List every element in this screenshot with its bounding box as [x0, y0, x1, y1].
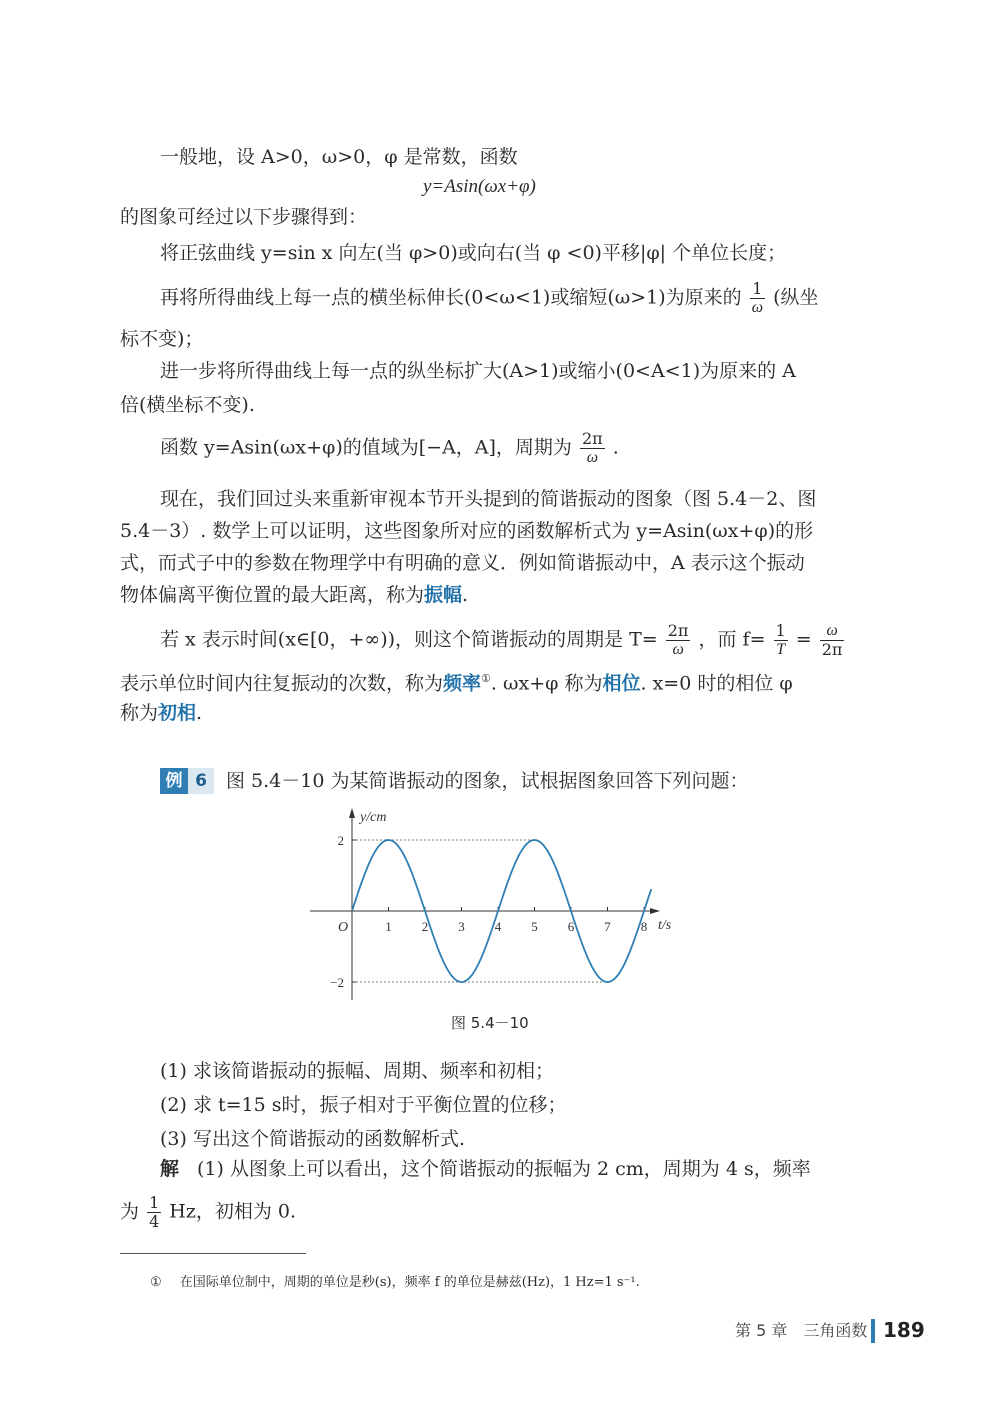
term-frequency: 频率 — [443, 672, 482, 695]
example-label: 例 — [160, 768, 188, 794]
y-axis-arrow — [349, 808, 355, 818]
fraction: $\frac{2\pi}{\omega}$ — [581, 429, 603, 466]
text-segment: . x=0 时的相位 φ — [640, 672, 793, 695]
x-axis-arrow — [650, 908, 660, 914]
footnote-marker: ① — [481, 672, 491, 685]
origin-label: O — [338, 920, 349, 935]
footnote-marker: ① — [150, 1275, 162, 1290]
text-segment: 称为 — [120, 702, 159, 724]
text-line: 现在，我们回过头来重新审视本节开头提到的简谐振动的图象（图 5.4－2、图 — [160, 488, 817, 510]
footnote-text: 在国际单位制中，周期的单位是秒(s)，频率 f 的单位是赫兹(Hz)，1 Hz=1 s⁻¹. — [179, 1275, 640, 1290]
text-line: 进一步将所得曲线上每一点的纵坐标扩大(A>1)或缩小(0<A<1)为原来的 A — [160, 360, 796, 382]
x-axis-label: t/s — [658, 918, 672, 933]
x-tick-label: 2 — [421, 919, 429, 934]
footnote — [150, 1273, 640, 1293]
text-segment: 若 x 表示时间(x∈[0，+∞))，则这个简谐振动的周期是 T= — [160, 628, 658, 651]
text-segment: 为 — [120, 1200, 140, 1223]
question-2: (2) 求 t=15 s时，振子相对于平衡位置的位移； — [160, 1094, 567, 1116]
text-segment: = — [795, 628, 812, 651]
text-segment: (1) 从图象上可以看出，这个简谐振动的振幅为 2 cm，周期为 4 s，频率 — [197, 1158, 811, 1180]
fraction: $\frac{1}{4}$ — [149, 1193, 160, 1231]
x-tick-label: 5 — [531, 919, 538, 934]
example-number: 6 — [188, 768, 214, 794]
term-phase: 相位 — [602, 672, 641, 695]
text-line — [160, 280, 818, 317]
page-number: 189 — [883, 1318, 925, 1342]
x-tick-label: 3 — [458, 919, 465, 934]
y-axis-label: y/cm — [360, 810, 387, 825]
figure-caption: 图 5.4－10 — [451, 1014, 529, 1032]
text-line — [160, 430, 619, 467]
solution-label: 解 — [160, 1158, 180, 1180]
footnote-divider — [120, 1253, 306, 1254]
question-3: (3) 写出这个简谐振动的函数解析式. — [160, 1128, 465, 1150]
text-segment: . — [612, 436, 619, 459]
text-line: 5.4－3）. 数学上可以证明，这些图象所对应的函数解析式为 y=Asin(ωx+φ)的形 — [120, 520, 814, 542]
chapter-title: 第 5 章 三角函数 — [735, 1321, 868, 1340]
y-tick-label: 2 — [337, 833, 344, 848]
text-segment: 表示单位时间内往复振动的次数，称为 — [120, 672, 444, 695]
fraction: $\frac{1}{T}$ — [775, 621, 786, 658]
text-line — [160, 622, 846, 659]
example-text: 图 5.4－10 为某简谐振动的图象，试根据图象回答下列问题： — [226, 770, 749, 792]
text-segment: . — [462, 584, 469, 606]
formula-line: y=Asin(ωx+φ) — [423, 176, 536, 197]
y-tick-label: −2 — [330, 975, 344, 990]
x-tick-label: 4 — [494, 919, 502, 934]
text-segment: . — [196, 702, 203, 724]
fraction: $\frac{\omega}{2\pi}$ — [821, 622, 843, 659]
text-line: 将正弦曲线 y=sin x 向左(当 φ>0)或向右(当 φ <0)平移|φ| 个单位长度； — [160, 242, 787, 264]
text-line: 一般地，设 A>0，ω>0，φ 是常数，函数 — [160, 146, 518, 168]
text-line — [120, 580, 468, 610]
question-1: (1) 求该简谐振动的振幅、周期、频率和初相； — [160, 1060, 554, 1082]
text-line — [120, 664, 793, 698]
x-tick-label: 1 — [385, 919, 392, 934]
text-line: 的图象可经过以下步骤得到： — [120, 206, 368, 228]
solution-line — [160, 1154, 811, 1184]
text-line: 倍(横坐标不变). — [120, 394, 255, 416]
text-segment: 再将所得曲线上每一点的横坐标伸长(0<ω<1)或缩短(ω>1)为原来的 — [160, 286, 742, 309]
x-tick-label: 6 — [567, 919, 575, 934]
fraction: $\frac{2\pi}{\omega}$ — [667, 621, 689, 658]
text-segment: 函数 y=Asin(ωx+φ)的值域为[−A，A]，周期为 — [160, 436, 572, 459]
x-tick-label: 7 — [604, 919, 611, 934]
text-line — [120, 698, 202, 728]
text-line: 标不变)； — [120, 328, 204, 350]
solution-line — [120, 1194, 296, 1231]
text-segment: ，而 f= — [698, 628, 766, 651]
text-segment: . ωx+φ 称为 — [490, 672, 603, 695]
text-line: 式，而式子中的参数在物理学中有明确的意义．例如简谐振动中，A 表示这个振动 — [120, 552, 805, 574]
x-tick-label: 8 — [640, 919, 648, 934]
text-segment: Hz，初相为 0. — [169, 1200, 297, 1223]
term-amplitude: 振幅 — [424, 584, 463, 606]
sine-chart — [300, 805, 700, 1005]
text-segment: 物体偏离平衡位置的最大距离，称为 — [120, 584, 425, 606]
example-badge — [160, 768, 214, 794]
footer-accent-bar — [871, 1319, 875, 1343]
fraction: $\frac{1}{\omega}$ — [751, 279, 764, 316]
term-initial-phase: 初相 — [158, 702, 197, 724]
text-segment: (纵坐 — [773, 286, 819, 309]
